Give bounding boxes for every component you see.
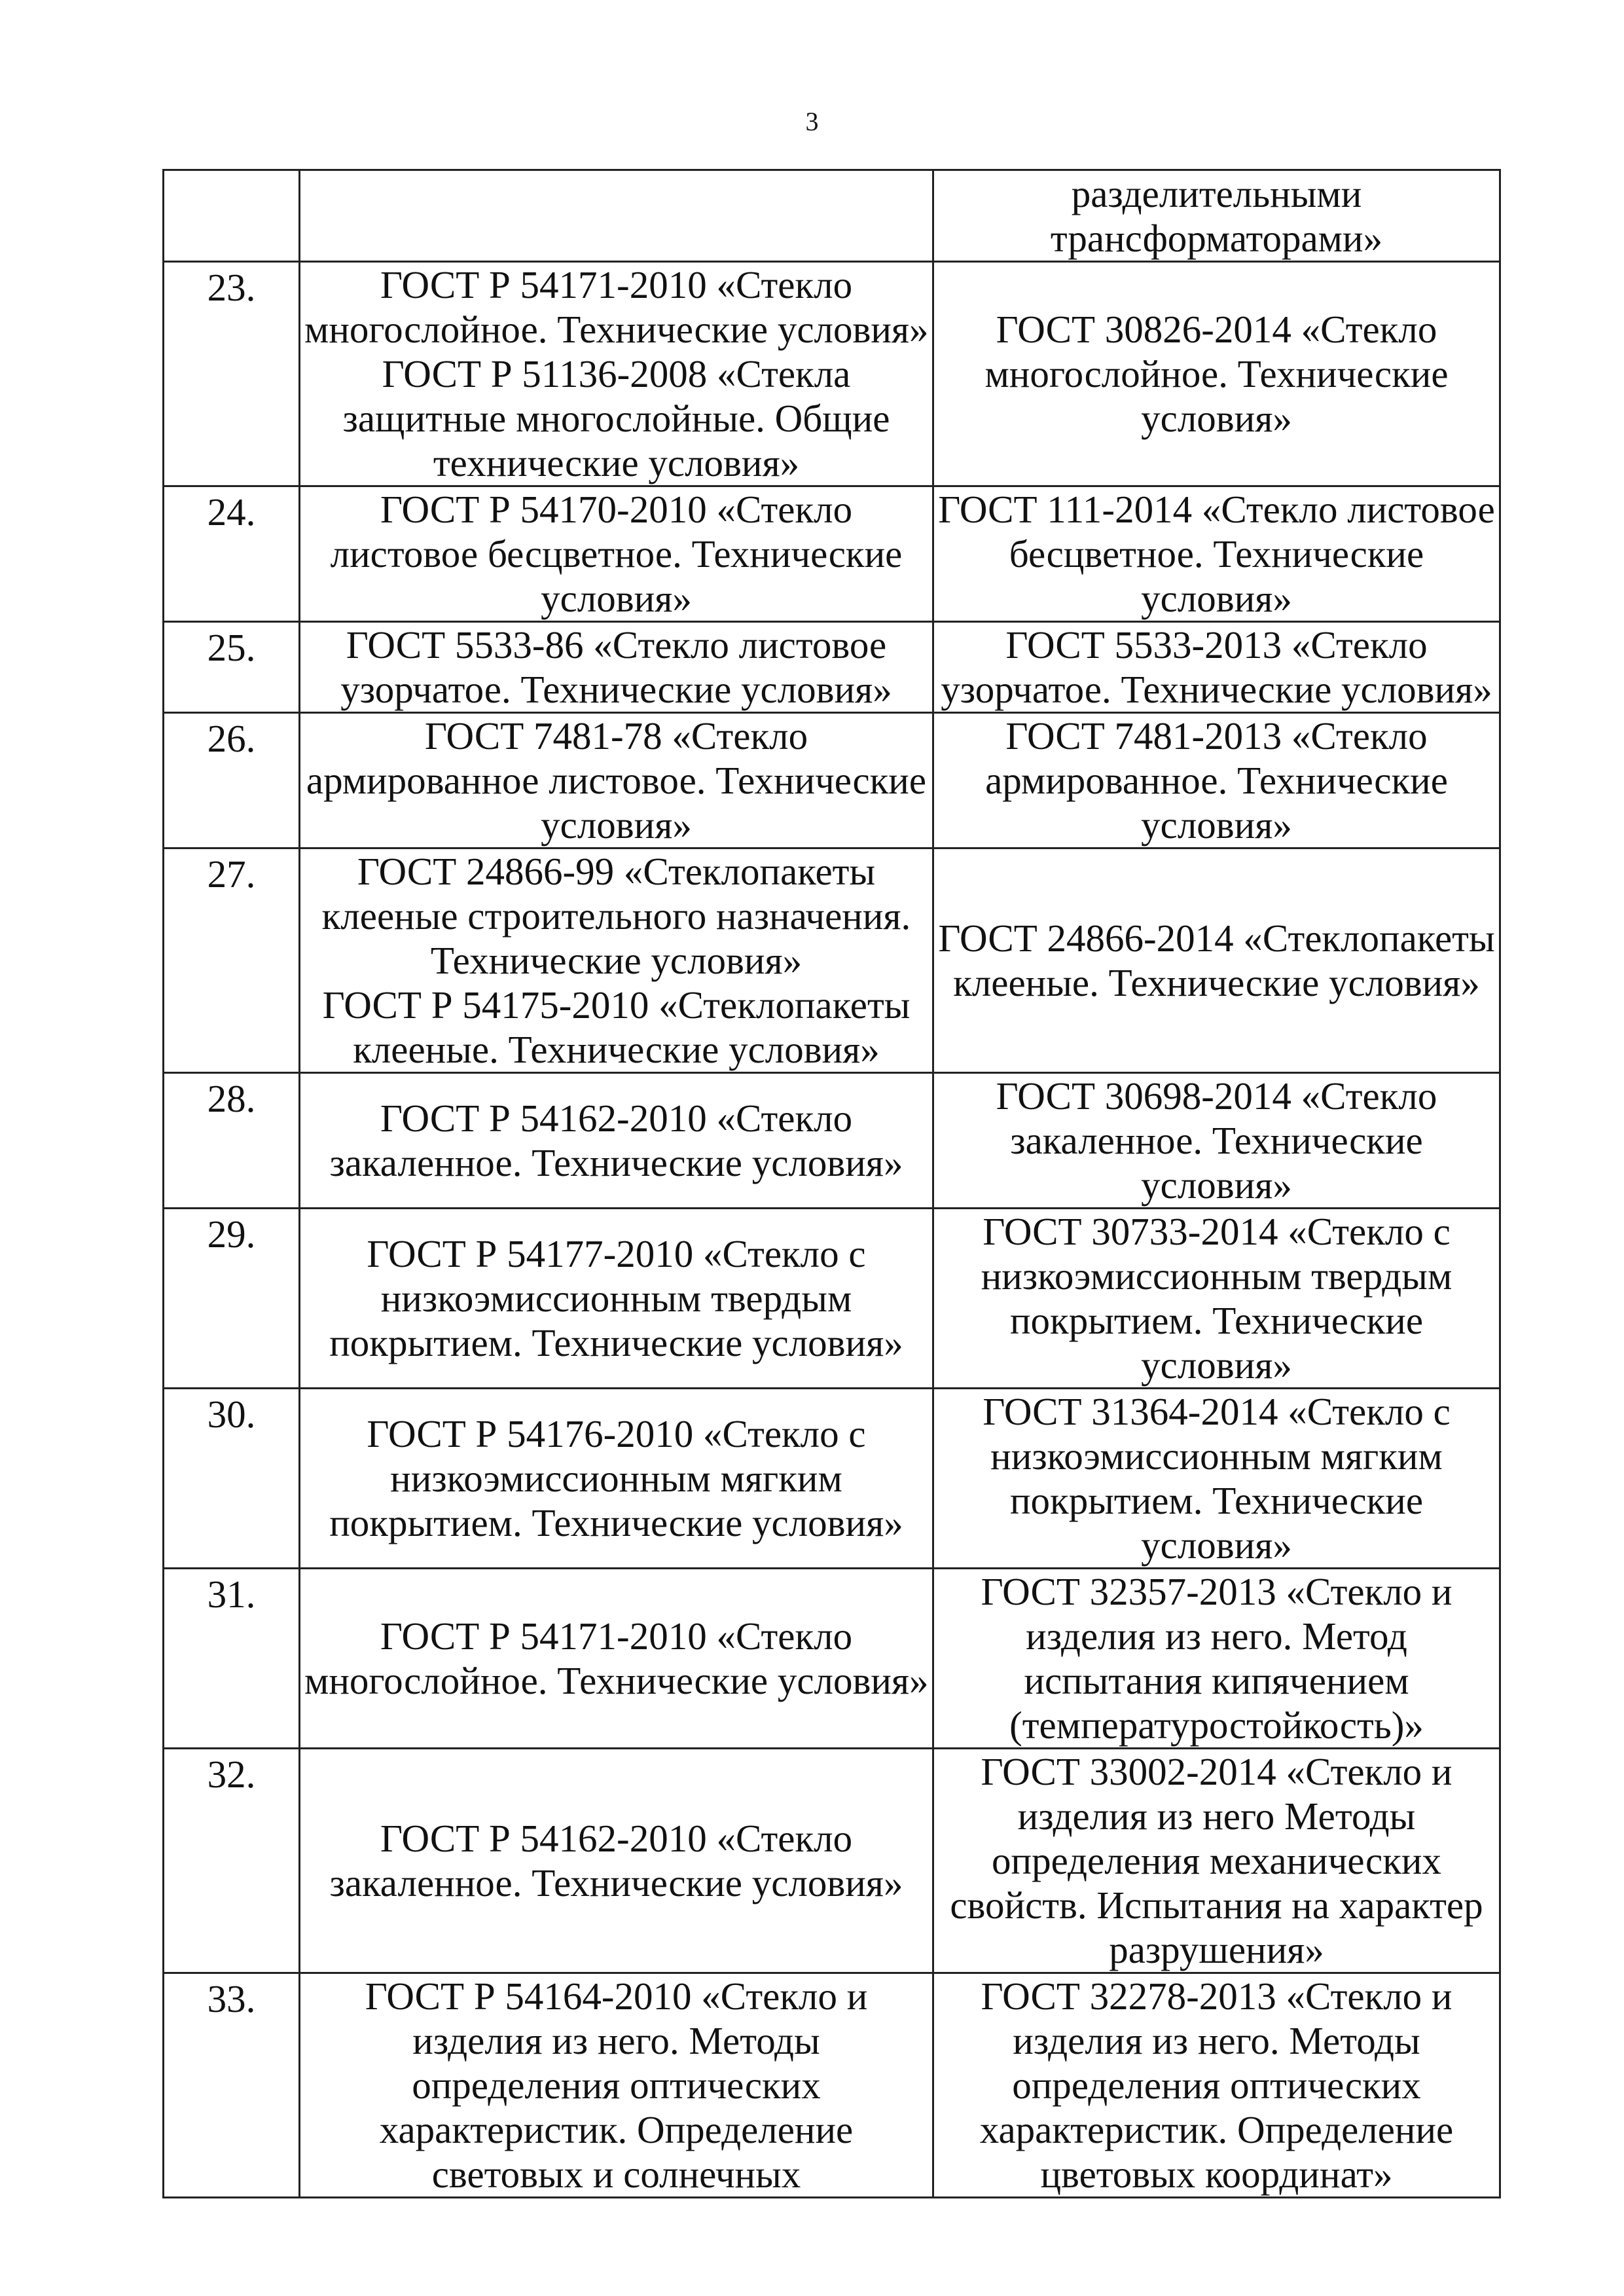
- new-standard-cell-line: низкоэмиссионным твердым: [981, 1254, 1453, 1298]
- old-standard-cell-line: световых и солнечных: [431, 2153, 801, 2196]
- new-standard-cell-line: ГОСТ 5533-2013 «Стекло: [1005, 623, 1428, 666]
- new-standard-cell-line: ГОСТ 31364-2014 «Стекло с: [983, 1390, 1451, 1433]
- new-standard-cell-line: изделия из него Методы: [1017, 1795, 1416, 1838]
- old-standard-cell-line: ГОСТ Р 54164-2010 «Стекло и: [365, 1975, 868, 2018]
- new-standard-cell-line: ГОСТ 32357-2013 «Стекло и: [981, 1570, 1453, 1613]
- old-standard-cell: [300, 1973, 933, 2198]
- table-row: [164, 1569, 1500, 1749]
- table-row: [164, 1749, 1500, 1973]
- old-standard-cell-line: ГОСТ 5533-86 «Стекло листовое: [346, 623, 887, 666]
- old-standard-cell: [300, 1073, 933, 1209]
- old-standard-cell-line: определения оптических: [412, 2064, 821, 2107]
- new-standard-cell: [933, 1073, 1500, 1209]
- new-standard-cell: [933, 262, 1500, 486]
- old-standard-cell-line: ГОСТ Р 54171-2010 «Стекло: [380, 1614, 853, 1658]
- new-standard-cell-line: клееные. Технические условия»: [953, 961, 1480, 1004]
- old-standard-cell-line: ГОСТ Р 54171-2010 «Стекло: [380, 263, 853, 306]
- old-standard-cell-line: закаленное. Технические условия»: [329, 1141, 903, 1184]
- old-standard-cell-line: ГОСТ Р 54176-2010 «Стекло с: [367, 1412, 866, 1455]
- standards-table-body: [164, 170, 1500, 2198]
- new-standard-cell-line: трансформаторами»: [1050, 216, 1383, 260]
- row-number-cell: 29.: [164, 1209, 300, 1389]
- new-standard-cell: [933, 1973, 1500, 2198]
- new-standard-cell-line: ГОСТ 111-2014 «Стекло листовое: [938, 488, 1495, 531]
- new-standard-cell-line: условия»: [1141, 1343, 1292, 1387]
- new-standard-cell-line: многослойное. Технические: [984, 352, 1449, 395]
- new-standard-cell-line: ГОСТ 33002-2014 «Стекло и: [981, 1750, 1453, 1793]
- new-standard-cell: [933, 1389, 1500, 1569]
- old-standard-cell-line: низкоэмиссионным мягким: [390, 1457, 842, 1500]
- new-standard-cell-line: покрытием. Технические: [1009, 1299, 1424, 1342]
- table-row: [164, 1973, 1500, 2198]
- new-standard-cell: [933, 713, 1500, 848]
- old-standard-cell: [300, 1209, 933, 1389]
- old-standard-cell-line: армированное листовое. Технические: [306, 759, 927, 802]
- new-standard-cell-line: ГОСТ 30826-2014 «Стекло: [996, 308, 1437, 351]
- new-standard-cell-line: ГОСТ 24866-2014 «Стеклопакеты: [938, 917, 1495, 960]
- new-standard-cell: [933, 170, 1500, 262]
- row-number-cell: 24.: [164, 486, 300, 622]
- new-standard-cell-line: ГОСТ 30698-2014 «Стекло: [996, 1074, 1437, 1118]
- old-standard-cell-line: многослойное. Технические условия»: [304, 1659, 929, 1702]
- new-standard-cell-line: изделия из него. Метод: [1026, 1614, 1407, 1658]
- new-standard-cell-line: разрушения»: [1109, 1928, 1324, 1971]
- table-row: [164, 622, 1500, 713]
- new-standard-cell-line: (температуростойкость)»: [1009, 1704, 1424, 1747]
- table-row: [164, 1209, 1500, 1389]
- old-standard-cell-line: Технические условия»: [430, 939, 803, 982]
- new-standard-cell-line: свойств. Испытания на характер: [950, 1884, 1483, 1927]
- old-standard-cell-line: ГОСТ Р 54177-2010 «Стекло с: [367, 1232, 866, 1275]
- standards-table: [162, 169, 1501, 2198]
- new-standard-cell-line: разделительными: [1071, 172, 1362, 215]
- old-standard-cell-line: покрытием. Технические условия»: [329, 1321, 903, 1364]
- old-standard-cell: [300, 1749, 933, 1973]
- new-standard-cell: [933, 1569, 1500, 1749]
- new-standard-cell-line: испытания кипячением: [1024, 1659, 1409, 1702]
- new-standard-cell-line: закаленное. Технические: [1010, 1119, 1423, 1162]
- old-standard-cell-line: узорчатое. Технические условия»: [340, 668, 892, 711]
- old-standard-cell: [300, 486, 933, 622]
- new-standard-cell: [933, 622, 1500, 713]
- old-standard-cell: [300, 848, 933, 1073]
- table-row: [164, 262, 1500, 486]
- old-standard-cell-line: условия»: [541, 577, 692, 620]
- new-standard-cell-line: изделия из него. Методы: [1013, 2019, 1420, 2062]
- new-standard-cell-line: условия»: [1141, 397, 1292, 440]
- old-standard-cell-line: закаленное. Технические условия»: [329, 1861, 903, 1904]
- row-number-cell: 23.: [164, 262, 300, 486]
- old-standard-cell-line: ГОСТ Р 51136-2008 «Стекла: [382, 352, 851, 395]
- new-standard-cell-line: низкоэмиссионным мягким: [990, 1434, 1443, 1478]
- old-standard-cell-line: условия»: [541, 803, 692, 847]
- old-standard-cell-line: ГОСТ Р 54175-2010 «Стеклопакеты: [322, 983, 911, 1027]
- row-number-cell: 28.: [164, 1073, 300, 1209]
- old-standard-cell: [300, 262, 933, 486]
- old-standard-cell: [300, 622, 933, 713]
- new-standard-cell-line: условия»: [1141, 1523, 1292, 1567]
- new-standard-cell-line: условия»: [1141, 577, 1292, 620]
- row-number-cell: 27.: [164, 848, 300, 1073]
- old-standard-cell-line: клееные строительного назначения.: [321, 894, 911, 938]
- old-standard-cell: [300, 713, 933, 848]
- old-standard-cell-line: изделия из него. Методы: [412, 2019, 820, 2062]
- old-standard-cell-line: листовое бесцветное. Технические: [330, 532, 903, 575]
- old-standard-cell-line: ГОСТ Р 54170-2010 «Стекло: [380, 488, 853, 531]
- old-standard-cell-line: многослойное. Технические условия»: [304, 308, 929, 351]
- new-standard-cell: [933, 1749, 1500, 1973]
- row-number-cell: 32.: [164, 1749, 300, 1973]
- new-standard-cell: [933, 486, 1500, 622]
- row-number-cell: 33.: [164, 1973, 300, 2198]
- new-standard-cell-line: условия»: [1141, 803, 1292, 847]
- row-number-cell: [164, 170, 300, 262]
- new-standard-cell-line: армированное. Технические: [985, 759, 1448, 802]
- table-row: [164, 1073, 1500, 1209]
- new-standard-cell-line: определения механических: [992, 1839, 1441, 1882]
- old-standard-cell: [300, 1569, 933, 1749]
- table-row: [164, 170, 1500, 262]
- new-standard-cell-line: определения оптических: [1012, 2064, 1421, 2107]
- new-standard-cell-line: ГОСТ 7481-2013 «Стекло: [1005, 714, 1428, 757]
- new-standard-cell: [933, 1209, 1500, 1389]
- old-standard-cell: [300, 170, 933, 262]
- row-number-cell: 30.: [164, 1389, 300, 1569]
- old-standard-cell-line: покрытием. Технические условия»: [329, 1501, 903, 1544]
- new-standard-cell-line: узорчатое. Технические условия»: [941, 668, 1492, 711]
- page-number: 3: [805, 107, 819, 136]
- old-standard-cell-line: ГОСТ Р 54162-2010 «Стекло: [380, 1097, 853, 1140]
- old-standard-cell-line: технические условия»: [433, 441, 800, 484]
- table-row: [164, 848, 1500, 1073]
- old-standard-cell-line: клееные. Технические условия»: [353, 1028, 880, 1071]
- new-standard-cell-line: цветовых координат»: [1040, 2153, 1393, 2196]
- new-standard-cell: [933, 848, 1500, 1073]
- old-standard-cell: [300, 1389, 933, 1569]
- old-standard-cell-line: низкоэмиссионным твердым: [380, 1277, 852, 1320]
- new-standard-cell-line: бесцветное. Технические: [1009, 532, 1424, 575]
- new-standard-cell-line: покрытием. Технические: [1009, 1479, 1424, 1522]
- table-row: [164, 713, 1500, 848]
- new-standard-cell-line: условия»: [1141, 1163, 1292, 1207]
- table-row: [164, 1389, 1500, 1569]
- row-number-cell: 25.: [164, 622, 300, 713]
- new-standard-cell-line: характеристик. Определение: [979, 2108, 1454, 2151]
- old-standard-cell-line: ГОСТ 24866-99 «Стеклопакеты: [357, 850, 876, 893]
- row-number-cell: 31.: [164, 1569, 300, 1749]
- new-standard-cell-line: ГОСТ 30733-2014 «Стекло с: [983, 1210, 1451, 1253]
- table-row: [164, 486, 1500, 622]
- row-number-cell: 26.: [164, 713, 300, 848]
- old-standard-cell-line: защитные многослойные. Общие: [342, 397, 890, 440]
- old-standard-cell-line: характеристик. Определение: [379, 2108, 854, 2151]
- old-standard-cell-line: ГОСТ 7481-78 «Стекло: [424, 714, 808, 757]
- old-standard-cell-line: ГОСТ Р 54162-2010 «Стекло: [380, 1817, 853, 1860]
- new-standard-cell-line: ГОСТ 32278-2013 «Стекло и: [981, 1975, 1453, 2018]
